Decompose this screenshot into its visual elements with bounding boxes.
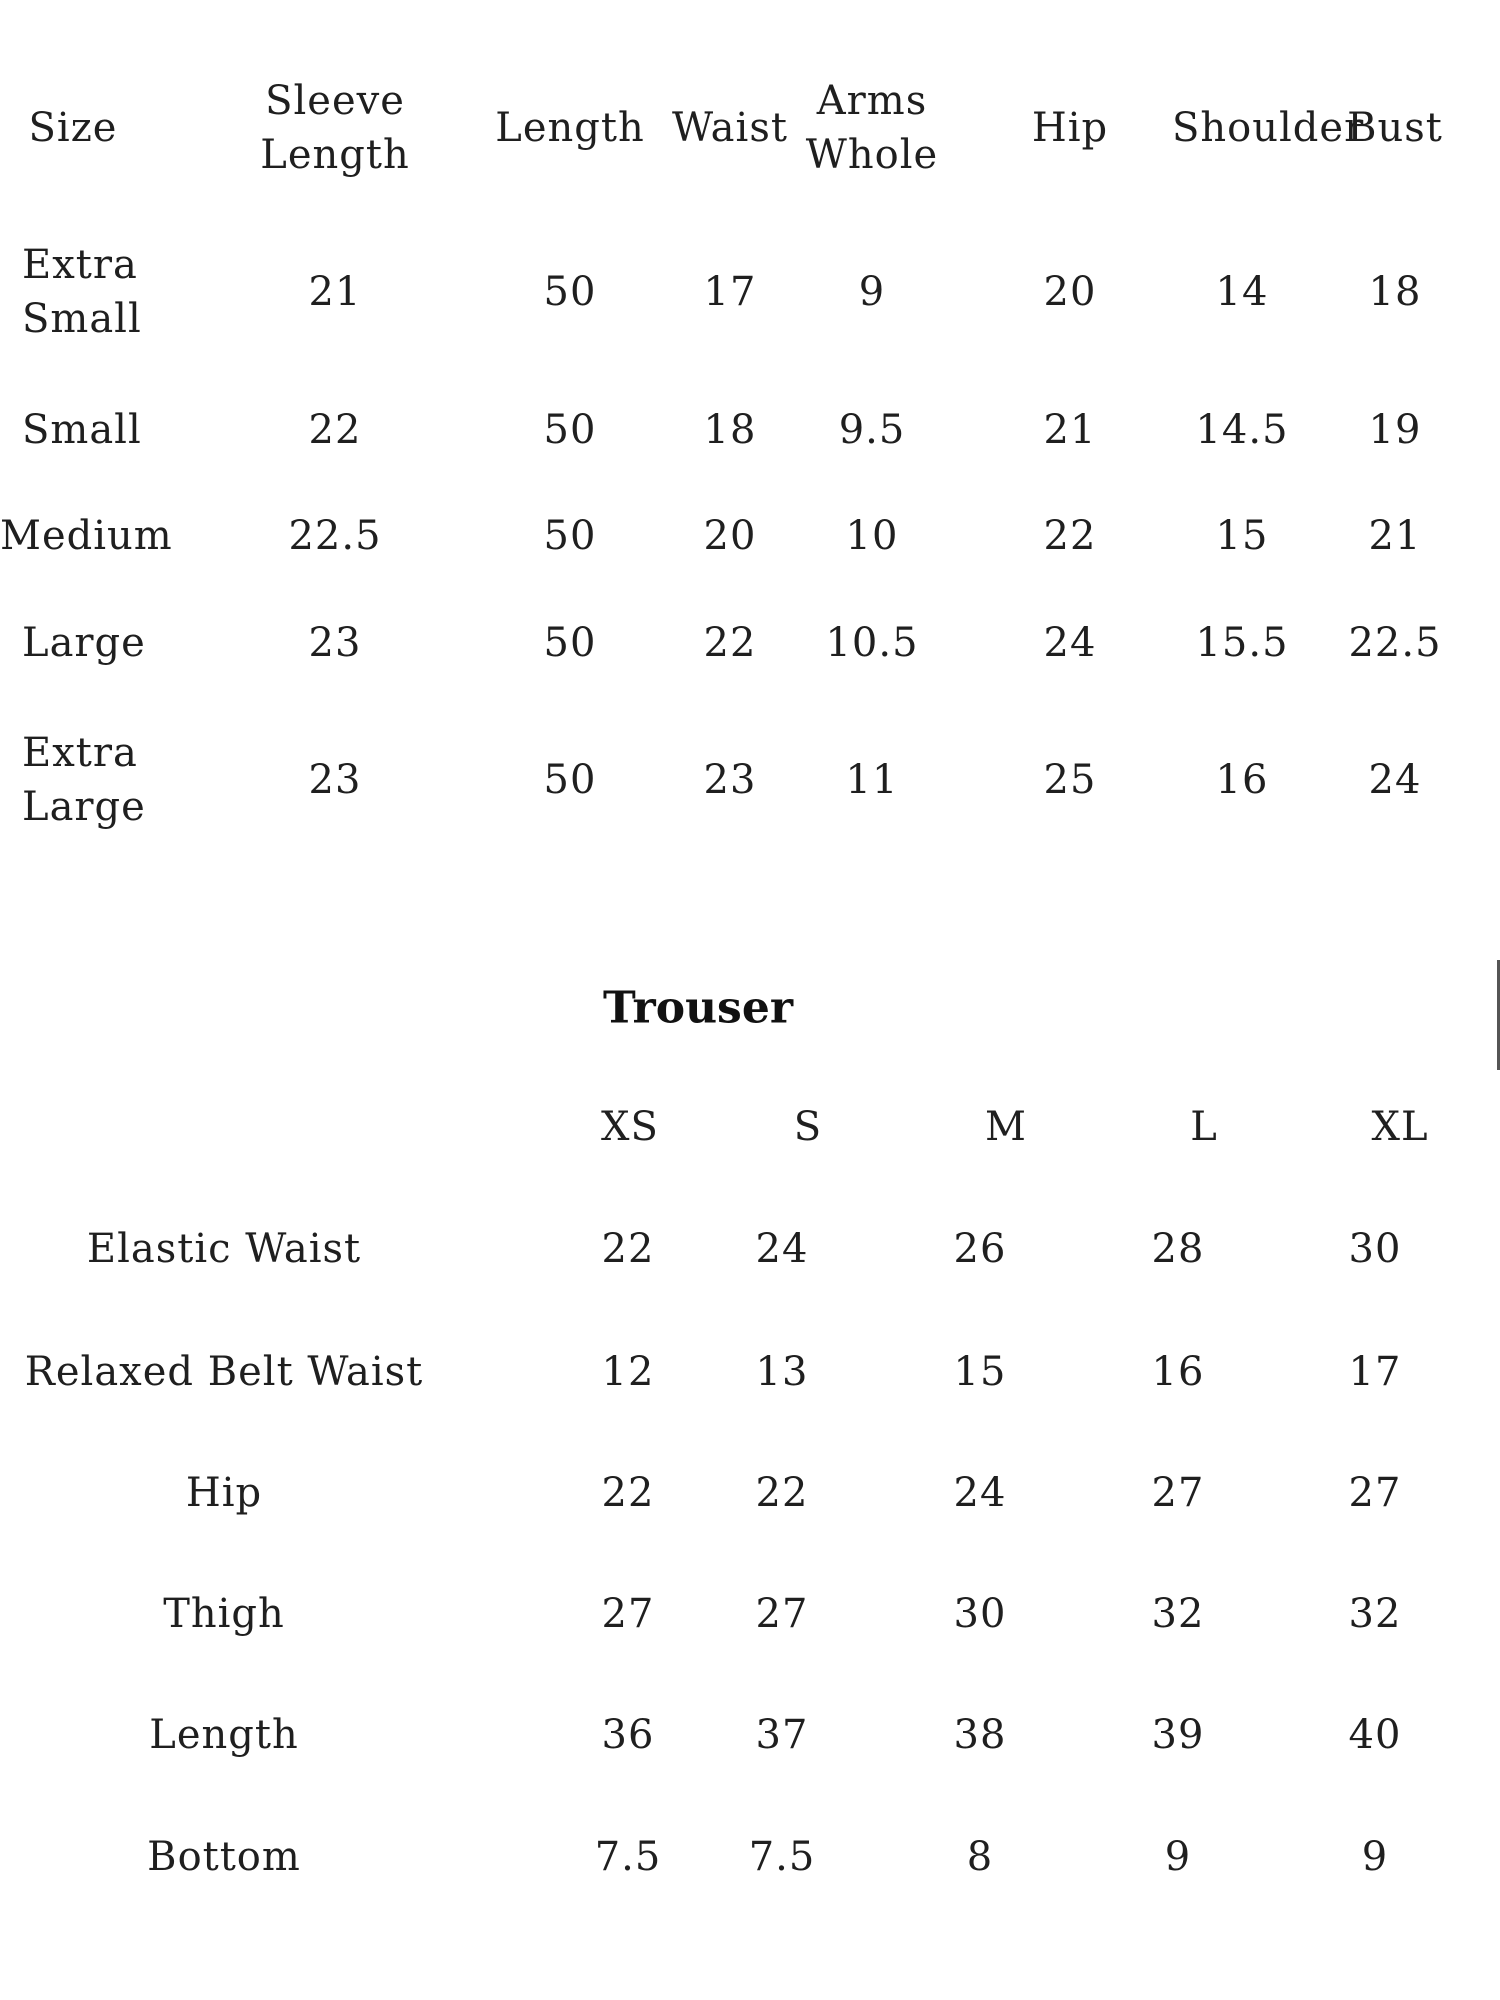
top-row-4-size: Large bbox=[22, 620, 146, 666]
trouser-row-label-3: Hip bbox=[185, 1470, 263, 1516]
trouser-row-label-6: Bottom bbox=[147, 1834, 301, 1880]
top-row-3-col-2: 22.5 bbox=[288, 513, 382, 559]
trouser-row-4-col-2: 27 bbox=[755, 1591, 809, 1637]
trouser-row-3-col-4: 27 bbox=[1151, 1470, 1205, 1516]
trouser-row-3-col-3: 24 bbox=[953, 1470, 1007, 1516]
top-row-2-col-8: 19 bbox=[1368, 407, 1422, 453]
trouser-row-label-2: Relaxed Belt Waist bbox=[24, 1349, 424, 1395]
top-row-4-col-4: 22 bbox=[703, 620, 757, 666]
top-row-4-col-2: 23 bbox=[308, 620, 362, 666]
top-row-2-size: Small bbox=[22, 407, 142, 453]
top-header-4: Waist bbox=[672, 105, 788, 151]
top-row-2-col-7: 14.5 bbox=[1195, 407, 1289, 453]
top-row-2-col-6: 21 bbox=[1043, 407, 1097, 453]
top-row-1-col-7: 14 bbox=[1215, 269, 1269, 315]
top-row-1-col-2: 21 bbox=[308, 269, 362, 315]
trouser-header-s: S bbox=[793, 1104, 823, 1150]
top-row-1-col-8: 18 bbox=[1368, 269, 1422, 315]
trouser-row-label-4: Thigh bbox=[163, 1591, 285, 1637]
trouser-row-2-col-1: 12 bbox=[601, 1349, 655, 1395]
top-header-6: Hip bbox=[1031, 105, 1109, 151]
trouser-header-xs: XS bbox=[601, 1104, 659, 1150]
top-row-5-col-6: 25 bbox=[1043, 757, 1097, 803]
trouser-row-1-col-1: 22 bbox=[601, 1226, 655, 1272]
top-row-2-col-3: 50 bbox=[543, 407, 597, 453]
trouser-header-xl: XL bbox=[1371, 1104, 1429, 1150]
trouser-row-6-col-2: 7.5 bbox=[748, 1834, 816, 1880]
trouser-header-m: M bbox=[985, 1104, 1027, 1150]
trouser-row-label-1: Elastic Waist bbox=[86, 1226, 362, 1272]
trouser-row-2-col-5: 17 bbox=[1348, 1349, 1402, 1395]
top-row-4-col-3: 50 bbox=[543, 620, 597, 666]
top-row-3-col-3: 50 bbox=[543, 513, 597, 559]
trouser-row-1-col-3: 26 bbox=[953, 1226, 1007, 1272]
top-header-2: Sleeve Length bbox=[260, 78, 410, 178]
trouser-row-5-col-2: 37 bbox=[755, 1712, 809, 1758]
top-header-3: Length bbox=[495, 105, 645, 151]
top-row-5-col-5: 11 bbox=[845, 757, 899, 803]
trouser-row-4-col-3: 30 bbox=[953, 1591, 1007, 1637]
top-row-5-col-4: 23 bbox=[703, 757, 757, 803]
trouser-row-2-col-2: 13 bbox=[755, 1349, 809, 1395]
top-row-3-size: Medium bbox=[0, 513, 173, 559]
top-header-1: Size bbox=[28, 105, 118, 151]
trouser-row-5-col-1: 36 bbox=[601, 1712, 655, 1758]
trouser-row-4-col-4: 32 bbox=[1151, 1591, 1205, 1637]
trouser-row-4-col-5: 32 bbox=[1348, 1591, 1402, 1637]
trouser-row-2-col-3: 15 bbox=[953, 1349, 1007, 1395]
trouser-row-6-col-3: 8 bbox=[966, 1834, 994, 1880]
top-row-1-col-6: 20 bbox=[1043, 269, 1097, 315]
top-row-2-col-2: 22 bbox=[308, 407, 362, 453]
top-row-3-col-4: 20 bbox=[703, 513, 757, 559]
top-row-5-col-7: 16 bbox=[1215, 757, 1269, 803]
top-row-4-col-8: 22.5 bbox=[1348, 620, 1442, 666]
top-header-7: Shoulder bbox=[1172, 105, 1365, 151]
trouser-row-6-col-1: 7.5 bbox=[594, 1834, 662, 1880]
trouser-row-1-col-2: 24 bbox=[755, 1226, 809, 1272]
trouser-row-3-col-2: 22 bbox=[755, 1470, 809, 1516]
top-header-5: Arms Whole bbox=[805, 78, 939, 178]
top-row-2-col-4: 18 bbox=[703, 407, 757, 453]
trouser-row-4-col-1: 27 bbox=[601, 1591, 655, 1637]
top-row-5-col-3: 50 bbox=[543, 757, 597, 803]
trouser-row-6-col-4: 9 bbox=[1164, 1834, 1192, 1880]
top-row-4-col-5: 10.5 bbox=[825, 620, 919, 666]
top-row-1-col-4: 17 bbox=[703, 269, 757, 315]
top-row-5-col-2: 23 bbox=[308, 757, 362, 803]
trouser-row-label-5: Length bbox=[149, 1712, 299, 1758]
trouser-row-3-col-1: 22 bbox=[601, 1470, 655, 1516]
top-row-5-col-8: 24 bbox=[1368, 757, 1422, 803]
trouser-row-5-col-3: 38 bbox=[953, 1712, 1007, 1758]
top-row-3-col-8: 21 bbox=[1368, 513, 1422, 559]
top-row-3-col-6: 22 bbox=[1043, 513, 1097, 559]
trouser-header-l: L bbox=[1190, 1104, 1218, 1150]
top-row-3-col-7: 15 bbox=[1215, 513, 1269, 559]
top-row-4-col-7: 15.5 bbox=[1195, 620, 1289, 666]
top-row-1-col-5: 9 bbox=[858, 269, 886, 315]
top-row-5-size: Extra Large bbox=[22, 730, 146, 830]
trouser-row-3-col-5: 27 bbox=[1348, 1470, 1402, 1516]
trouser-row-5-col-5: 40 bbox=[1348, 1712, 1402, 1758]
top-row-4-col-6: 24 bbox=[1043, 620, 1097, 666]
top-row-1-size: Extra Small bbox=[22, 242, 142, 342]
trouser-title: Trouser bbox=[602, 982, 794, 1034]
trouser-row-1-col-4: 28 bbox=[1151, 1226, 1205, 1272]
trouser-row-5-col-4: 39 bbox=[1151, 1712, 1205, 1758]
top-row-3-col-5: 10 bbox=[845, 513, 899, 559]
top-row-1-col-3: 50 bbox=[543, 269, 597, 315]
trouser-row-1-col-5: 30 bbox=[1348, 1226, 1402, 1272]
top-header-8: Bust bbox=[1347, 105, 1443, 151]
trouser-row-2-col-4: 16 bbox=[1151, 1349, 1205, 1395]
top-row-2-col-5: 9.5 bbox=[838, 407, 906, 453]
trouser-row-6-col-5: 9 bbox=[1361, 1834, 1389, 1880]
